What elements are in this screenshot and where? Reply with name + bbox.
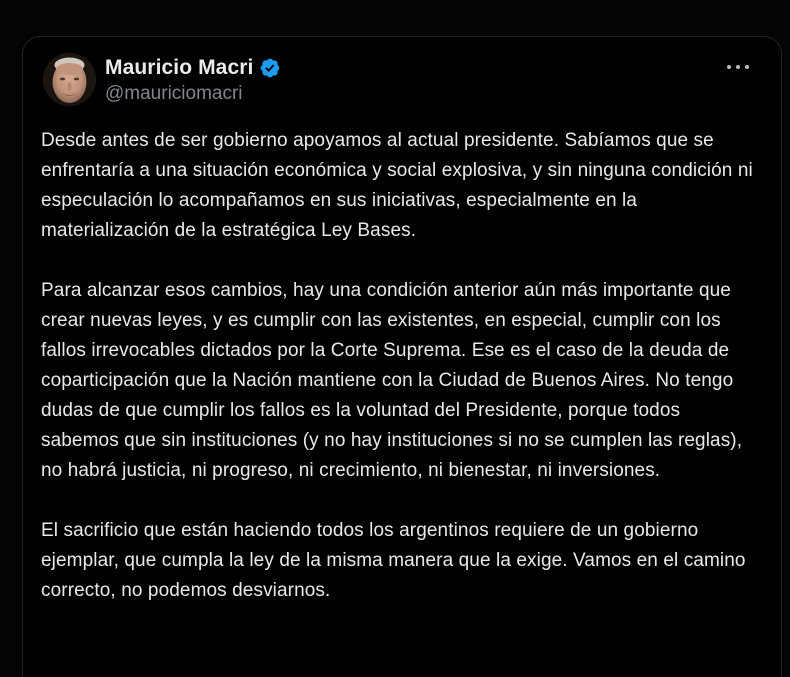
ellipsis-icon bbox=[745, 65, 749, 69]
tweet-text bbox=[23, 126, 781, 606]
author-handle[interactable]: @mauriciomacri bbox=[105, 83, 243, 104]
author-identity bbox=[105, 53, 281, 106]
tweet-paragraph-3: El sacrificio que están haciendo todos los argentinos requiere de un gobierno ejemplar, que cumpla la ley de la misma manera que la exige. Vamos en el camino correcto, no podemos desviarnos. bbox=[41, 520, 746, 601]
tweet-paragraph-1: Desde antes de ser gobierno apoyamos al actual presidente. Sabíamos que se enfrentaría a una situación económica y social explosiva, y sin ninguna condición ni especulación lo acompañamos en sus iniciativas, especialmente en la materialización de la estratégica Ley Bases. bbox=[41, 130, 753, 241]
tweet-card bbox=[22, 36, 782, 677]
verified-badge-icon bbox=[259, 57, 281, 79]
tweet-header bbox=[23, 37, 781, 106]
author-name[interactable]: Mauricio Macri bbox=[105, 56, 254, 79]
tweet-paragraph-2: Para alcanzar esos cambios, hay una condición anterior aún más importante que crear nuevas leyes, y es cumplir con las existentes, en especial, cumplir con los fallos irrevocables dictados por la Corte Suprema. Ese es el caso de la deuda de coparticipación que la Nación mantiene con la Ciudad de Buenos Aires. No tengo dudas de que cumplir los fallos es la voluntad del Presidente, porque todos sabemos que sin instituciones (y no hay instituciones si no se cumplen las reglas), no habrá justicia, ni progreso, ni crecimiento, ni bienestar, ni inversiones. bbox=[41, 280, 743, 481]
avatar-portrait-image bbox=[43, 53, 96, 106]
avatar[interactable] bbox=[43, 53, 96, 106]
author-name-row bbox=[105, 55, 281, 81]
ellipsis-icon bbox=[727, 65, 731, 69]
ellipsis-icon bbox=[736, 65, 740, 69]
more-options-button[interactable] bbox=[721, 59, 755, 75]
